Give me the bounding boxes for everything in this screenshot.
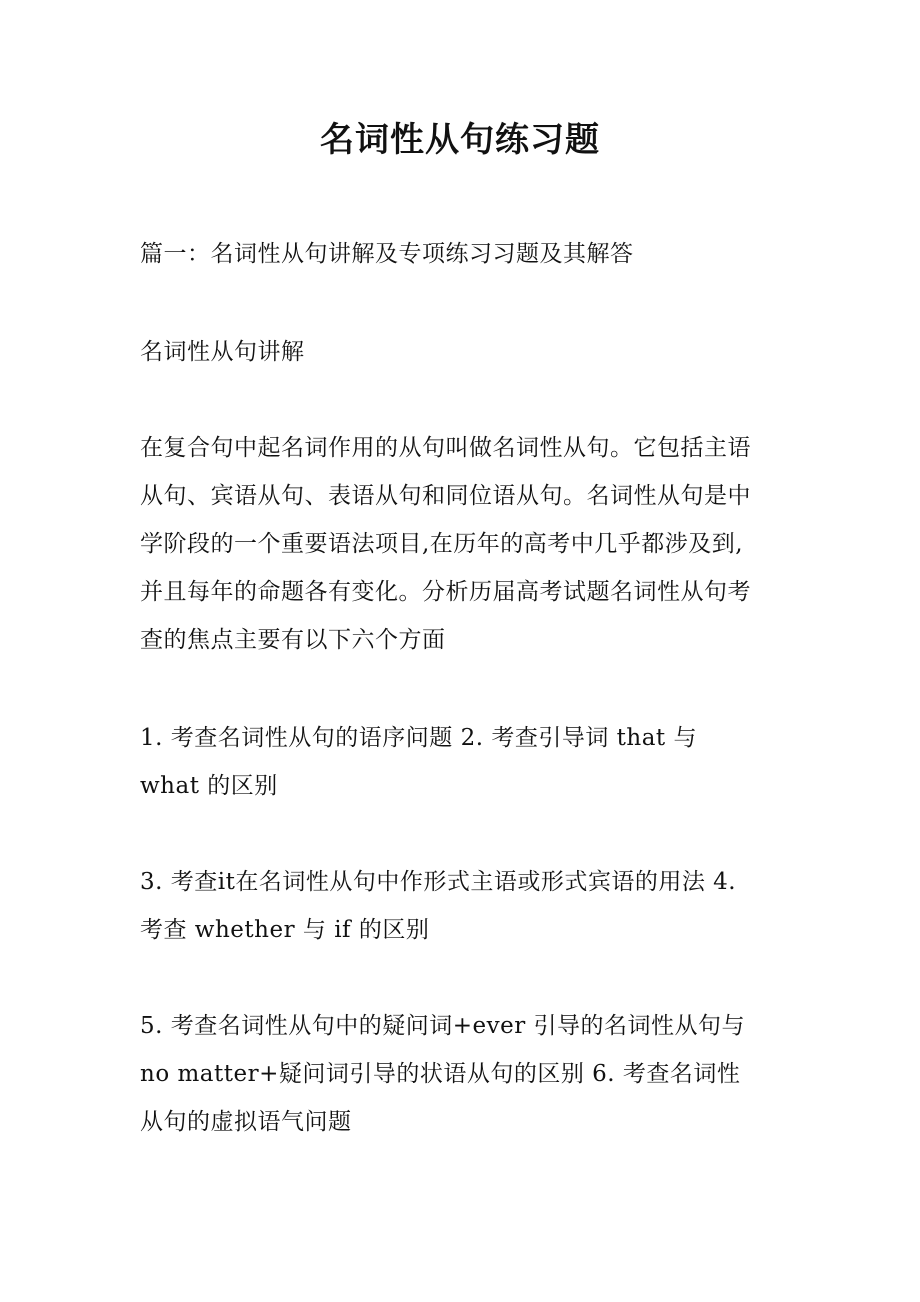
list-line: 考查 whether 与 if 的区别 bbox=[140, 917, 430, 943]
intro-line: 从句、宾语从句、表语从句和同位语从句。名词性从句是中 bbox=[140, 483, 751, 509]
list-line: 5. 考查名词性从句中的疑问词+ever 引导的名词性从句与 bbox=[140, 1013, 746, 1039]
list-line: no matter+疑问词引导的状语从句的区别 6. 考查名词性 bbox=[140, 1061, 741, 1087]
list-item-5-6 bbox=[140, 1002, 785, 1146]
list-item-3-4 bbox=[140, 858, 785, 954]
intro-line: 学阶段的一个重要语法项目,在历年的高考中几乎都涉及到, bbox=[140, 531, 744, 557]
list-line: what 的区别 bbox=[140, 773, 278, 799]
list-item-1-2 bbox=[140, 714, 785, 810]
list-line: 1. 考查名词性从句的语序问题 2. 考查引导词 that 与 bbox=[140, 725, 697, 751]
intro-paragraph bbox=[140, 424, 785, 664]
intro-line: 查的焦点主要有以下六个方面 bbox=[140, 627, 446, 653]
section-subheading: 名词性从句讲解 bbox=[140, 339, 305, 365]
list-line: 从句的虚拟语气问题 bbox=[140, 1109, 352, 1135]
intro-line: 并且每年的命题各有变化。分析历届高考试题名词性从句考 bbox=[140, 579, 751, 605]
document-title: 名词性从句练习题 bbox=[320, 120, 600, 160]
section-heading: 篇一：名词性从句讲解及专项练习习题及其解答 bbox=[140, 241, 634, 267]
list-line: 3. 考查it在名词性从句中作形式主语或形式宾语的用法 4. bbox=[140, 869, 737, 895]
intro-line: 在复合句中起名词作用的从句叫做名词性从句。它包括主语 bbox=[140, 435, 751, 461]
